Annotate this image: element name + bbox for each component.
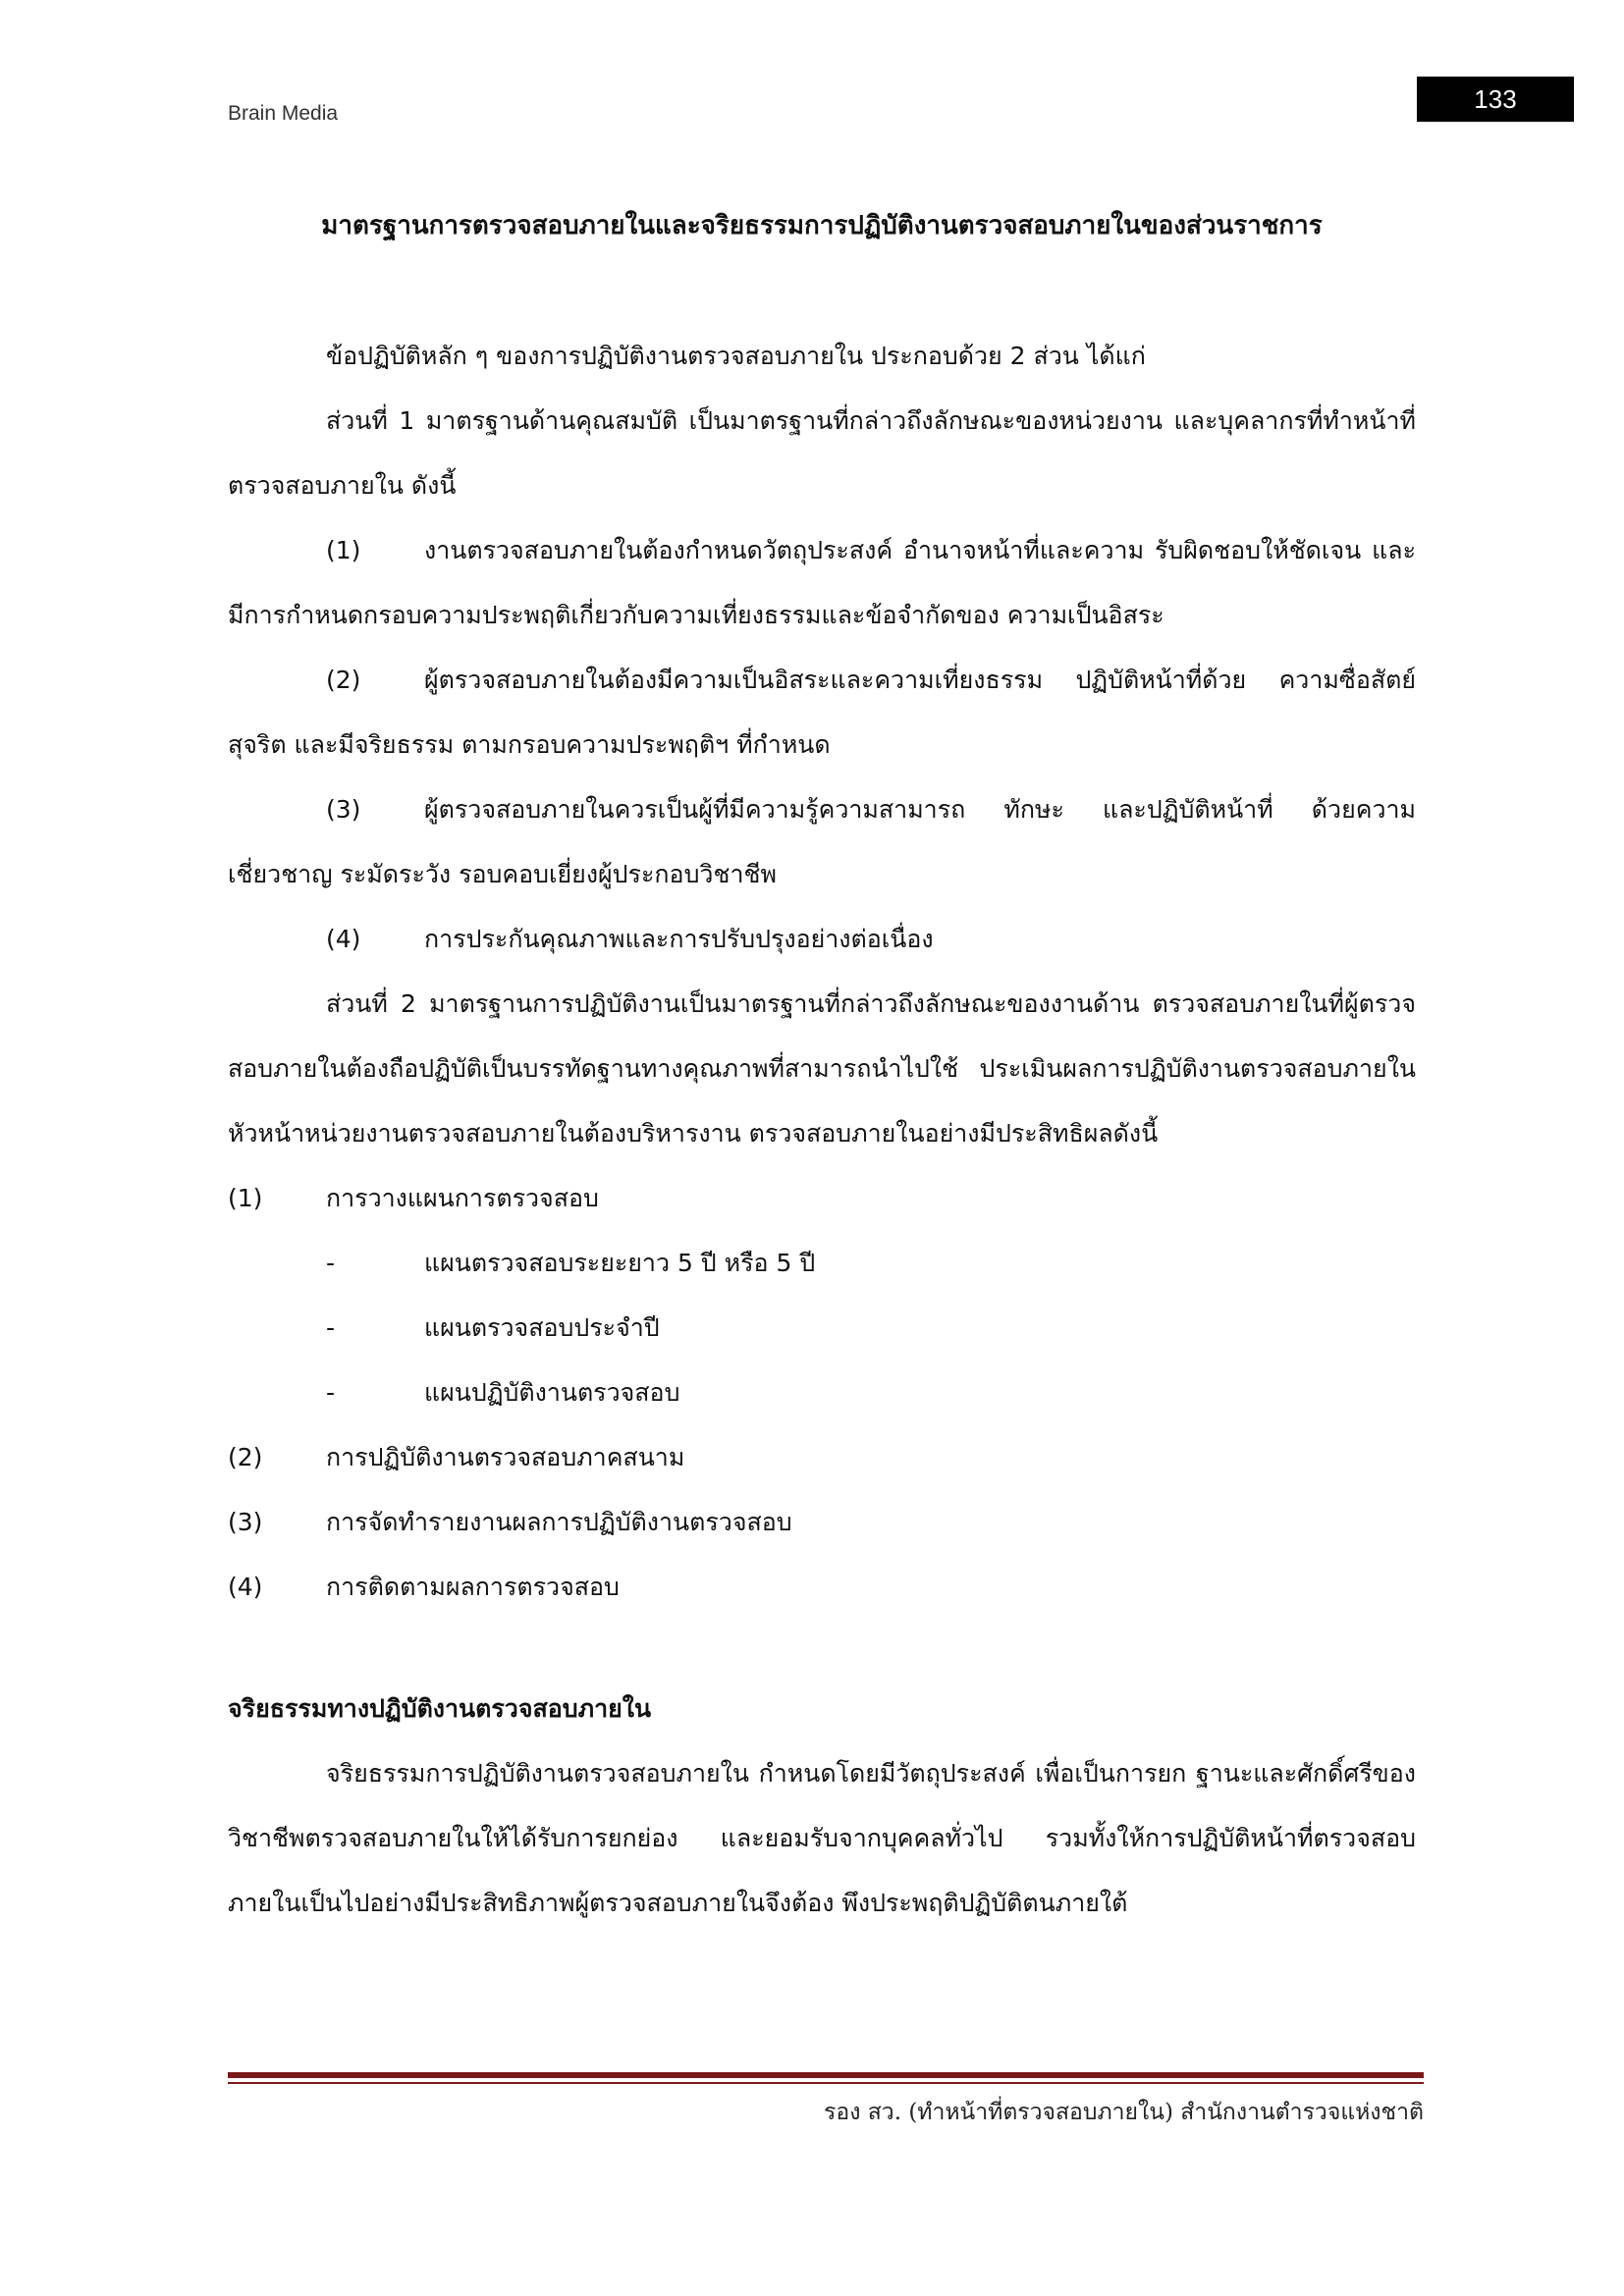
document-title: มาตรฐานการตรวจสอบภายในและจริยธรรมการปฏิบัติงานตรวจสอบภายในของส่วนราชการ — [321, 211, 1323, 240]
part1-item — [228, 907, 1416, 972]
item-number: (2) — [228, 1443, 263, 1471]
document-body — [228, 324, 1416, 1936]
part2-subitem — [228, 1296, 1416, 1361]
item-number: (3) — [326, 795, 361, 824]
ethics-paragraph: จริยธรรมการปฏิบัติงานตรวจสอบภายใน กำหนดโดยมีวัตถุประสงค์ เพื่อเป็นการยก ฐานะและศักดิ์ศรีของวิชาชีพตรวจสอบภายในให้ได้รับการยกย่อง และยอมรับจากบุคคลทั่วไป รวมทั้งให้การปฏิบัติหน้าที่ตรวจสอบภายในเป็นไปอย่างมีประสิทธิภาพผู้ตรวจสอบภายในจึงต้อง พึงประพฤติปฏิบัติตนภายใต้ — [228, 1759, 1416, 1917]
part2-subitem — [228, 1361, 1416, 1425]
part2-item — [228, 1166, 1416, 1231]
item-text: การติดตามผลการตรวจสอบ — [326, 1573, 620, 1601]
item-text: งานตรวจสอบภายในต้องกำหนดวัตถุประสงค์ อำนาจหน้าที่และความ รับผิดชอบให้ชัดเจน และมีการกำหนดกรอบความประพฤติเกี่ยวกับความเที่ยงธรรมและข้อจำกัดของ ความเป็นอิสระ — [228, 536, 1416, 629]
subitem-text: แผนปฏิบัติงานตรวจสอบ — [424, 1378, 680, 1407]
item-number: (3) — [228, 1508, 263, 1536]
subitem-text: แผนตรวจสอบประจำปี — [424, 1313, 660, 1342]
page-number: 133 — [1417, 77, 1574, 122]
bullet-dash: - — [326, 1378, 336, 1407]
subitem-text: แผนตรวจสอบระยะยาว 5 ปี หรือ 5 ปี — [424, 1249, 816, 1277]
part2-item — [228, 1555, 1416, 1620]
part2-paragraph: ส่วนที่ 2 มาตรฐานการปฏิบัติงานเป็นมาตรฐานที่กล่าวถึงลักษณะของงานด้าน ตรวจสอบภายในที่ผู้ตรวจสอบภายในต้องถือปฏิบัติเป็นบรรทัดฐานทางคุณภาพที่สามารถนำไปใช้ ประเมินผลการปฏิบัติงานตรวจสอบภายใน หัวหน้าหน่วยงานตรวจสอบภายในต้องบริหารงาน ตรวจสอบภายในอย่างมีประสิทธิผลดังนี้ — [228, 989, 1416, 1148]
item-text: การปฏิบัติงานตรวจสอบภาคสนาม — [326, 1443, 685, 1471]
bullet-dash: - — [326, 1313, 336, 1342]
item-text: การประกันคุณภาพและการปรับปรุงอย่างต่อเนื่อง — [424, 925, 934, 953]
part1-item — [228, 518, 1416, 648]
part2-item — [228, 1425, 1416, 1490]
footer-rule-thin — [228, 2082, 1424, 2084]
item-text: ผู้ตรวจสอบภายในต้องมีความเป็นอิสระและความเที่ยงธรรม ปฏิบัติหน้าที่ด้วย ความซื่อสัตย์สุจริต และมีจริยธรรม ตามกรอบความประพฤติฯ ที่กำหนด — [228, 666, 1416, 759]
item-text: ผู้ตรวจสอบภายในควรเป็นผู้ที่มีความรู้ความสามารถ ทักษะ และปฏิบัติหน้าที่ ด้วยความเชี่ยวชาญ ระมัดระวัง รอบคอบเยี่ยงผู้ประกอบวิชาชีพ — [228, 795, 1416, 888]
item-number: (4) — [326, 925, 361, 953]
part2-item — [228, 1490, 1416, 1555]
part1-item — [228, 777, 1416, 907]
brand-label: Brain Media — [228, 102, 339, 125]
item-text: การจัดทำรายงานผลการปฏิบัติงานตรวจสอบ — [326, 1508, 792, 1536]
item-text: การวางแผนการตรวจสอบ — [326, 1184, 599, 1212]
part1-paragraph: ส่วนที่ 1 มาตรฐานด้านคุณสมบัติ เป็นมาตรฐานที่กล่าวถึงลักษณะของหน่วยงาน และบุคลากรที่ทำหน้าที่ตรวจสอบภายใน ดังนี้ — [228, 406, 1416, 500]
item-number: (1) — [326, 536, 361, 564]
item-number: (2) — [326, 666, 361, 694]
part1-item — [228, 648, 1416, 777]
footer-rule — [228, 2072, 1424, 2078]
intro-paragraph: ข้อปฏิบัติหลัก ๆ ของการปฏิบัติงานตรวจสอบภายใน ประกอบด้วย 2 ส่วน ได้แก่ — [326, 342, 1146, 370]
item-number: (4) — [228, 1573, 263, 1601]
item-number: (1) — [228, 1184, 263, 1212]
bullet-dash: - — [326, 1249, 336, 1277]
ethics-heading: จริยธรรมทางปฏิบัติงานตรวจสอบภายใน — [228, 1694, 652, 1723]
part2-subitem — [228, 1231, 1416, 1296]
footer-text: รอง สว. (ทำหน้าที่ตรวจสอบภายใน) สำนักงานตำรวจแห่งชาติ — [824, 2100, 1424, 2125]
